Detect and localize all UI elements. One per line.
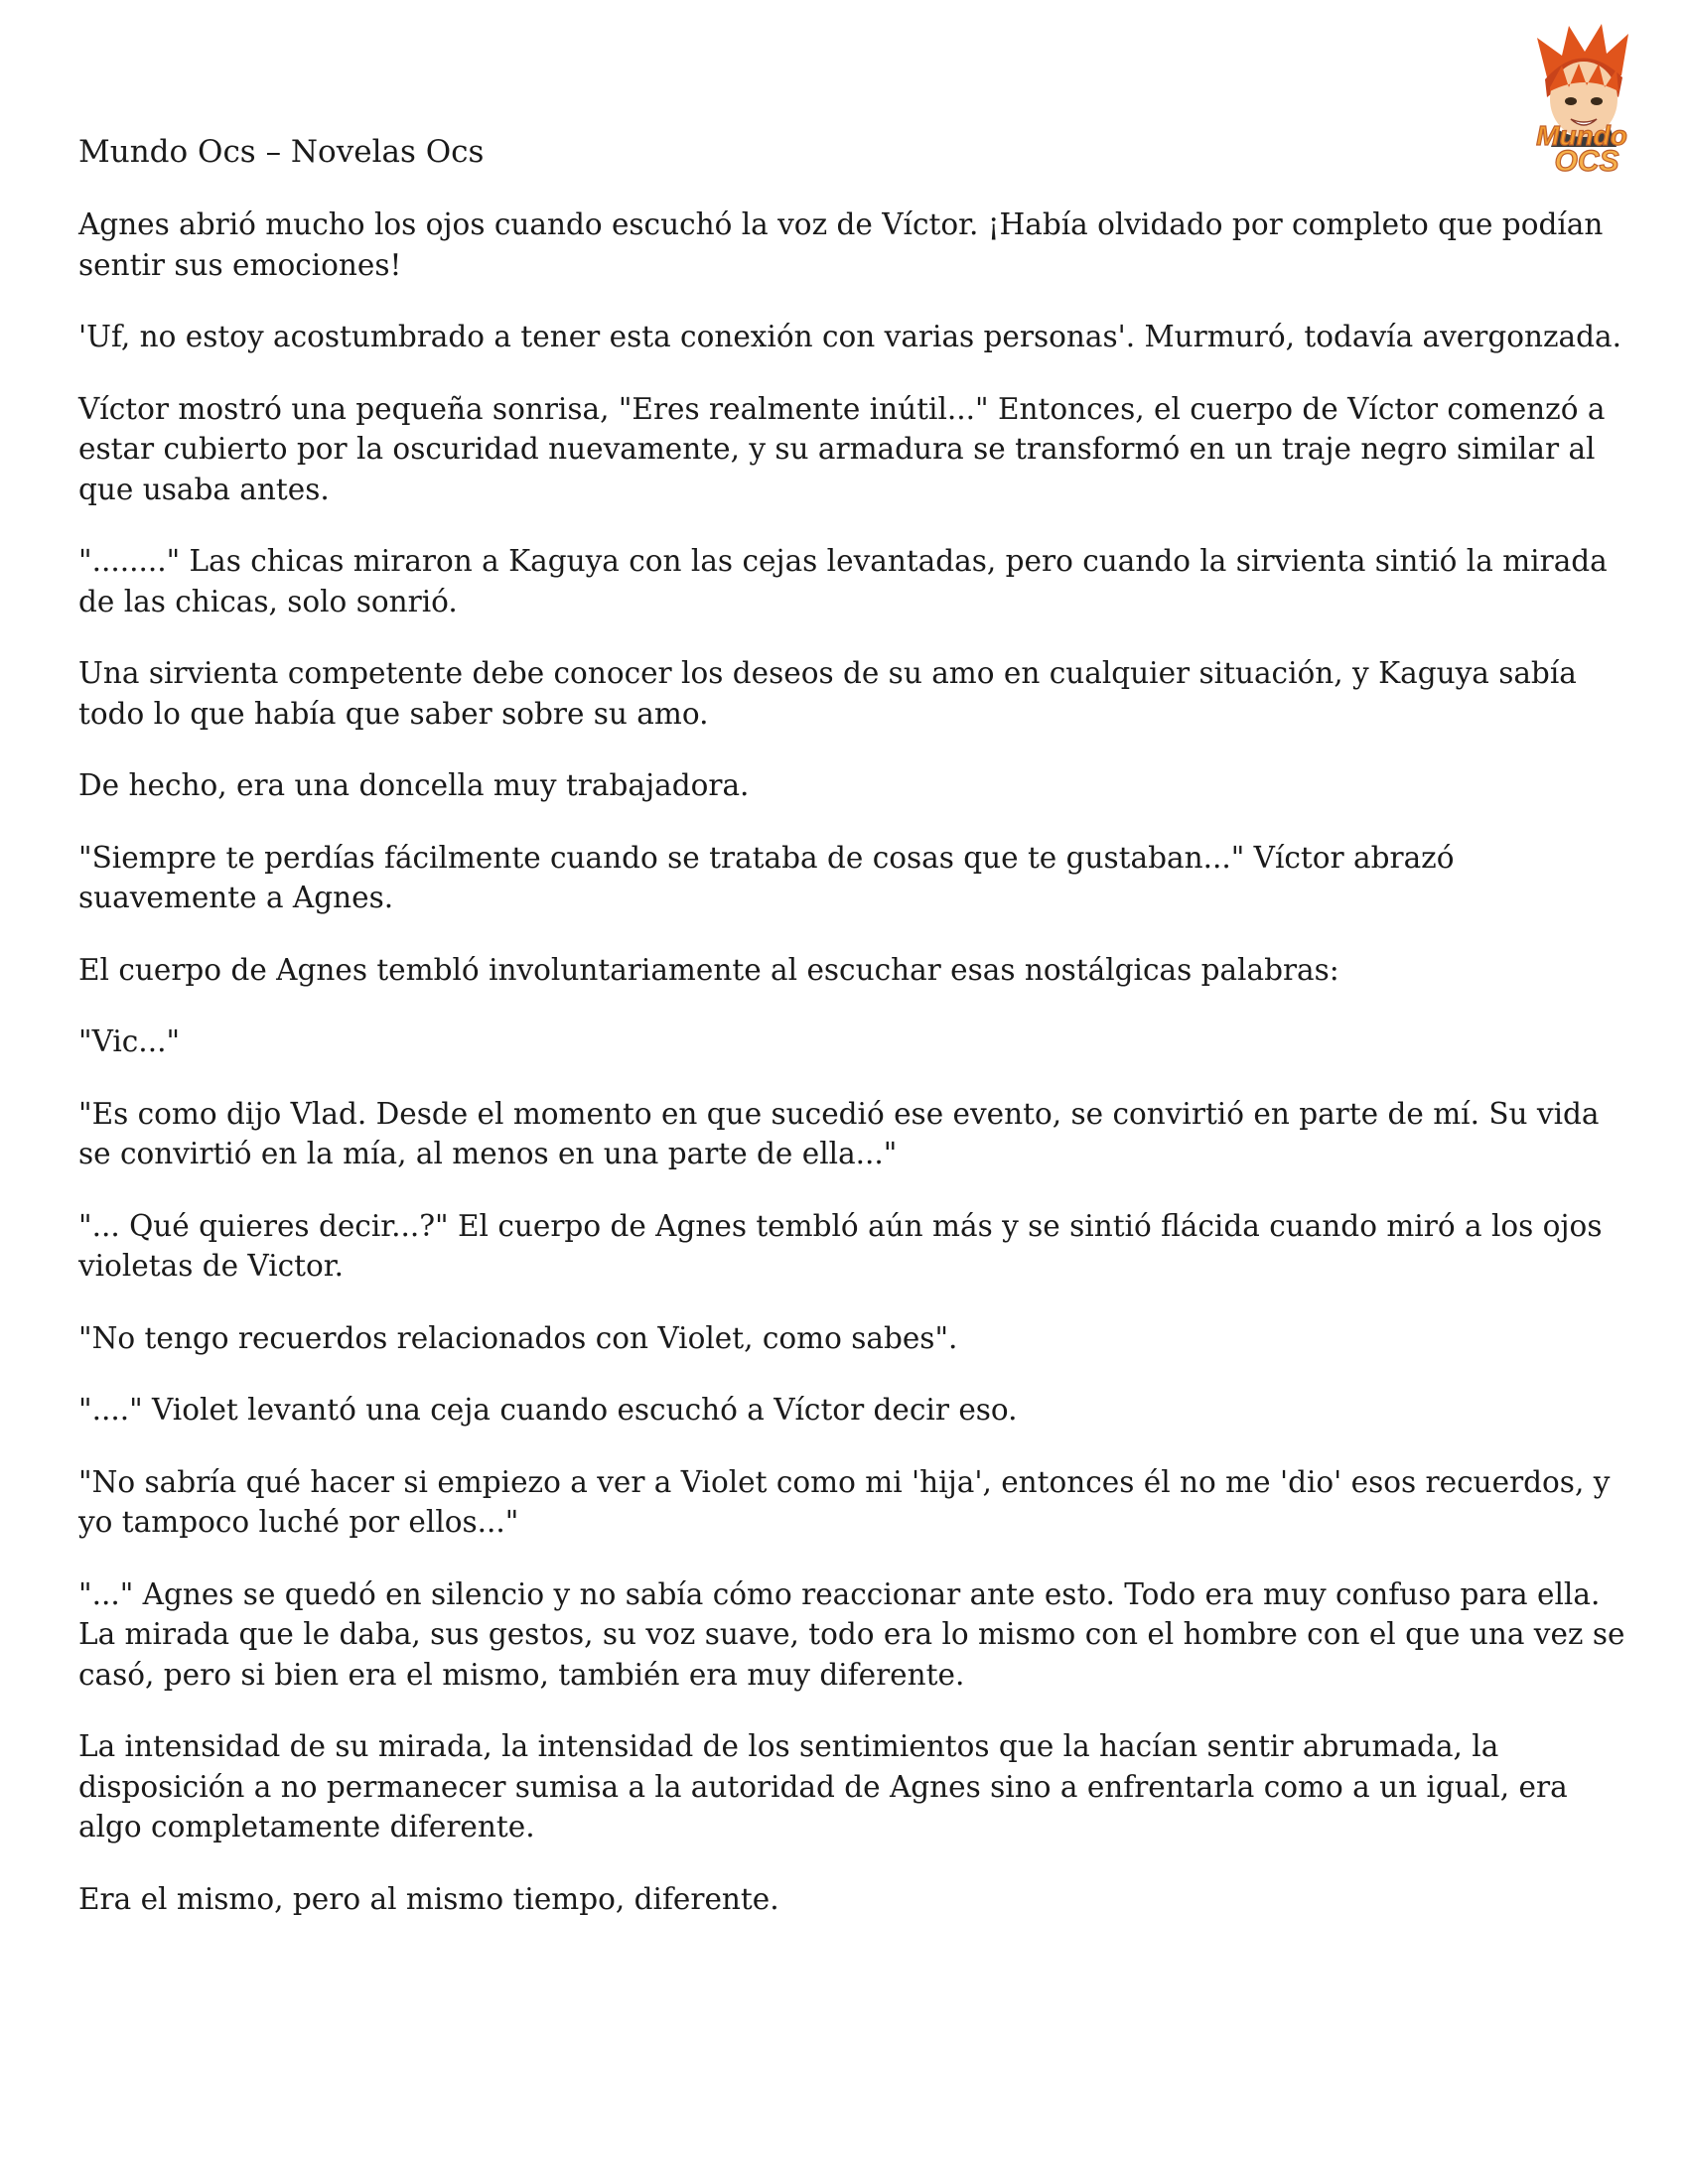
paragraph: "...." Violet levantó una ceja cuando escuchó a Víctor decir eso. bbox=[78, 1393, 1018, 1427]
document-body bbox=[78, 205, 1627, 1951]
document-header: Mundo Ocs – Novelas Ocs bbox=[78, 134, 485, 170]
logo-text-mundo: Mundo bbox=[1536, 120, 1627, 151]
paragraph: "Siempre te perdías fácilmente cuando se trataba de cosas que te gustaban..." Víctor abrazó suavemente a Agnes. bbox=[78, 840, 1455, 914]
paragraph: Una sirvienta competente debe conocer los deseos de su amo en cualquier situación, y Kaguya sabía todo lo que había que saber sobre su amo. bbox=[78, 656, 1577, 731]
paragraph: "... Qué quieres decir...?" El cuerpo de Agnes tembló aún más y se sintió flácida cuando miró a los ojos violetas de Victor. bbox=[78, 1208, 1603, 1283]
logo-text-ocs: OCS bbox=[1554, 145, 1619, 177]
paragraph: Era el mismo, pero al mismo tiempo, diferente. bbox=[78, 1881, 779, 1916]
paragraph: Agnes abrió mucho los ojos cuando escuchó la voz de Víctor. ¡Había olvidado por completo que podían sentir sus emociones! bbox=[78, 207, 1604, 282]
paragraph: "No tengo recuerdos relacionados con Violet, como sabes". bbox=[78, 1320, 958, 1355]
paragraph: La intensidad de su mirada, la intensidad de los sentimientos que la hacían sentir abrumada, la disposición a no permanecer sumisa a la autoridad de Agnes sino a enfrentarla como a un igual, era algo completamente diferente. bbox=[78, 1729, 1568, 1843]
mundo-ocs-logo bbox=[1507, 18, 1656, 177]
paragraph: "Es como dijo Vlad. Desde el momento en que sucedió ese evento, se convirtió en parte de mí. Su vida se convirtió en la mía, al menos en una parte de ella..." bbox=[78, 1096, 1600, 1170]
paragraph: El cuerpo de Agnes tembló involuntariamente al escuchar esas nostálgicas palabras: bbox=[78, 952, 1339, 987]
paragraph: "No sabría qué hacer si empiezo a ver a Violet como mi 'hija', entonces él no me 'dio' esos recuerdos, y yo tampoco luché por ellos..." bbox=[78, 1464, 1611, 1539]
paragraph: "Vic..." bbox=[78, 1024, 181, 1058]
paragraph: "........" Las chicas miraron a Kaguya con las cejas levantadas, pero cuando la sirvienta sintió la mirada de las chicas, solo sonrió. bbox=[78, 544, 1608, 618]
paragraph: 'Uf, no estoy acostumbrado a tener esta conexión con varias personas'. Murmuró, todavía avergonzada. bbox=[78, 320, 1621, 353]
paragraph: De hecho, era una doncella muy trabajadora. bbox=[78, 768, 750, 802]
paragraph: Víctor mostró una pequeña sonrisa, "Eres realmente inútil..." Entonces, el cuerpo de Víctor comenzó a estar cubierto por la oscuridad nuevamente, y su armadura se transformó en un traje negro similar al que usaba antes. bbox=[78, 391, 1606, 506]
paragraph: "..." Agnes se quedó en silencio y no sabía cómo reaccionar ante esto. Todo era muy confuso para ella. La mirada que le daba, sus gestos, su voz suave, todo era lo mismo con el hombre con el que una vez se casó, pero si bien era el mismo, también era muy diferente. bbox=[78, 1576, 1625, 1692]
